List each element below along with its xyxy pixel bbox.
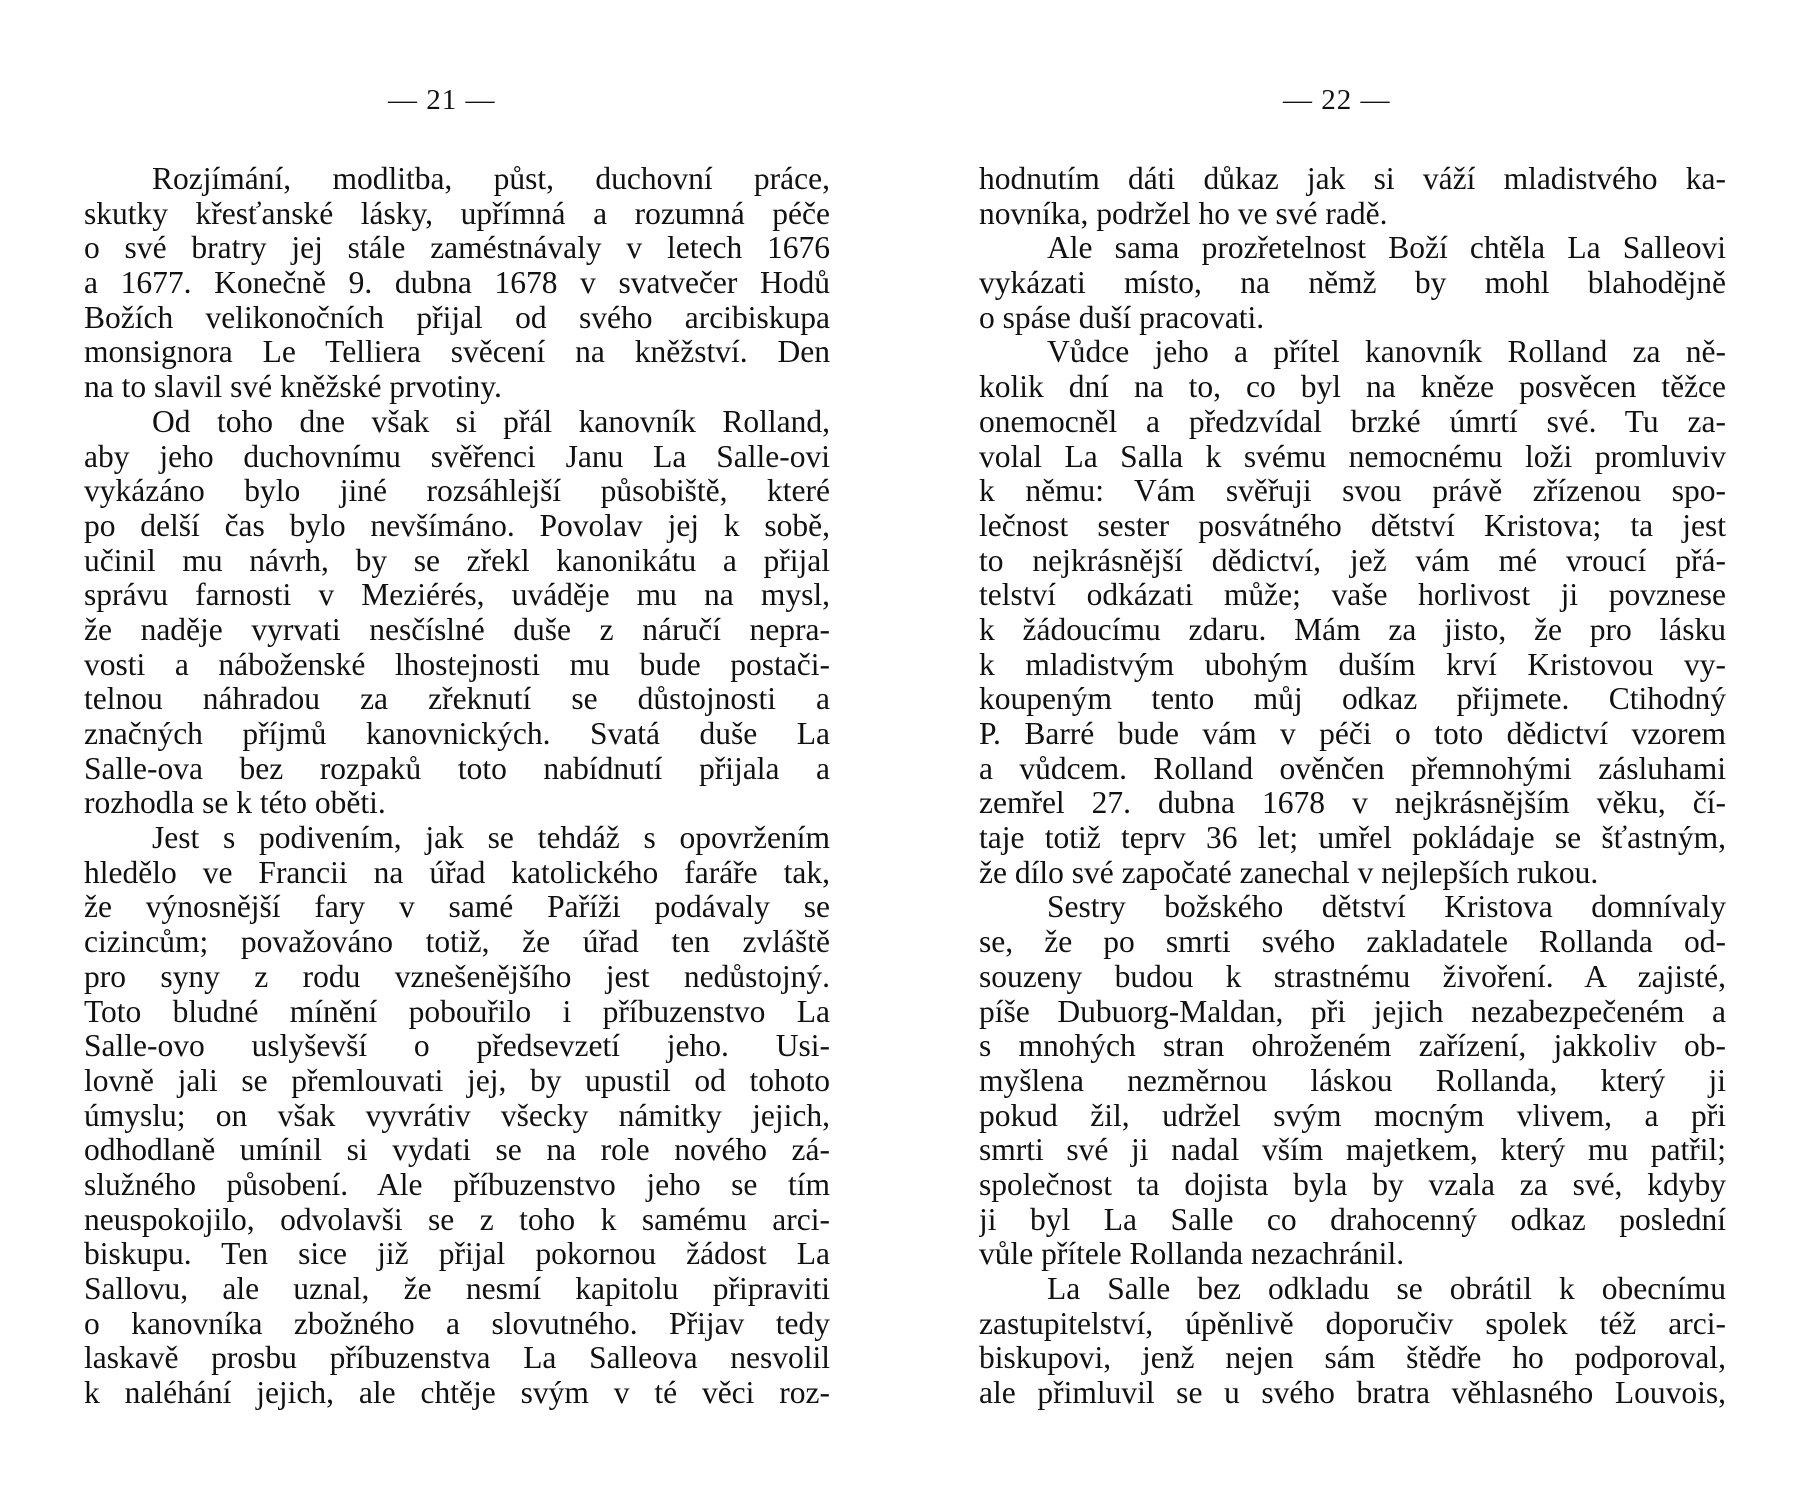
text-line: smrti své ji nadal vším majetkem, který mu patřil; bbox=[979, 1133, 1726, 1168]
text-line: značných příjmů kanovnických. Svatá duše La bbox=[84, 717, 830, 751]
text-line: s mnohých stran ohroženém zařízení, jakkoliv ob- bbox=[979, 1029, 1726, 1064]
text-line: odhodlaně umínil si vydati se na role nového zá- bbox=[84, 1133, 830, 1168]
text-line: lovně jali se přemlouvati jej, by upustil od tohoto bbox=[84, 1063, 830, 1098]
text-line: a 1677. Konečně 9. dubna 1678 v svatvečer Hodů bbox=[84, 266, 830, 301]
text-line: se, že po smrti svého zakladatele Rollanda od- bbox=[979, 925, 1726, 960]
text-line: k žádoucímu zdaru. Mám za jisto, že pro lásku bbox=[979, 612, 1726, 647]
text-line: skutky křesťanské lásky, upřímná a rozumná péče bbox=[84, 196, 830, 231]
text-line: Ale sama prozřetelnost Boží chtěla La Salleovi bbox=[1047, 231, 1726, 266]
text-line: to nejkrásnější dědictví, jež vám mé vroucí přá- bbox=[979, 543, 1726, 578]
text-line: aby jeho duchovnímu svěřenci Janu La Salle-ovi bbox=[84, 439, 830, 474]
text-line: telnou náhradou za zřeknutí se důstojnosti a bbox=[84, 682, 830, 717]
text-line: lečnost sester posvátného dětství Kristova; ta jest bbox=[979, 508, 1726, 543]
text-line: zemřel 27. dubna 1678 v nejkrásnějším věku, čí- bbox=[979, 786, 1726, 821]
text-line: a vůdcem. Rolland ověnčen přemnohými zásluhami bbox=[979, 751, 1726, 786]
right-page-text bbox=[979, 162, 1726, 1411]
text-line: o spáse duší pracovati. bbox=[979, 300, 1265, 335]
text-line: Sallovu, ale uznal, že nesmí kapitolu připraviti bbox=[84, 1272, 830, 1306]
text-line: souzeny budou k strastnému živoření. A zajisté, bbox=[979, 959, 1726, 994]
text-line: vykázáno bylo jiné rozsáhlejší působiště, které bbox=[84, 474, 830, 509]
text-line: učinil mu návrh, by se zřekl kanonikátu a přijal bbox=[84, 543, 830, 578]
text-line: Salle-ovo uslyševší o předsevzetí jeho. Usi- bbox=[84, 1029, 830, 1064]
text-line: telství odkázati může; vaše horlivost ji povznese bbox=[979, 578, 1726, 613]
text-line: hledělo ve Francii na úřad katolického faráře tak, bbox=[84, 855, 830, 890]
text-line: že dílo své započaté zanechal v nejlepších rukou. bbox=[979, 855, 1599, 890]
left-page-number: — 21 — bbox=[388, 84, 496, 116]
text-line: pro syny z rodu vznešenějšího jest nedůstojný. bbox=[84, 959, 830, 994]
text-line: k němu: Vám svěřuji svou právě zřízenou spo- bbox=[979, 474, 1726, 509]
text-line: vykázati místo, na němž by mohl blahodějně bbox=[979, 266, 1726, 301]
text-line: monsignora Le Telliera svěcení na kněžství. Den bbox=[84, 335, 830, 370]
text-line: že naděje vyrvati nesčíslné duše z náručí nepra- bbox=[84, 612, 830, 647]
text-line: koupeným tento můj odkaz přijmete. Ctihodný bbox=[979, 682, 1726, 717]
text-line: společnost ta dojista byla by vzala za své, kdyby bbox=[979, 1167, 1726, 1202]
text-line: Vůdce jeho a přítel kanovník Rolland za ně- bbox=[1047, 335, 1726, 370]
text-line: rozhodla se k této oběti. bbox=[84, 786, 386, 821]
text-line: vosti a náboženské lhostejnosti mu bude postači- bbox=[84, 647, 830, 682]
text-line: myšlena nezměrnou láskou Rollanda, který ji bbox=[979, 1063, 1726, 1098]
text-line: biskupovi, jenž nejen sám štědře ho podporoval, bbox=[979, 1341, 1726, 1376]
text-line: vůle přítele Rollanda nezachránil. bbox=[979, 1237, 1405, 1272]
text-line: laskavě prosbu příbuzenstva La Salleova nesvolil bbox=[84, 1341, 830, 1376]
text-line: La Salle bez odkladu se obrátil k obecnímu bbox=[1047, 1272, 1726, 1306]
text-line: úmyslu; on však vyvrátiv všecky námitky jejich, bbox=[84, 1098, 830, 1133]
text-line: o kanovníka zbožného a slovutného. Přijav tedy bbox=[84, 1306, 830, 1341]
text-line: služného působení. Ale příbuzenstvo jeho se tím bbox=[84, 1167, 830, 1202]
text-line: novníka, podržel ho ve své radě. bbox=[979, 196, 1388, 231]
text-line: píše Dubuorg-Maldan, při jejich nezabezpečeném a bbox=[979, 994, 1726, 1029]
right-page-number: — 22 — bbox=[1283, 84, 1391, 116]
text-line: na to slavil své kněžské prvotiny. bbox=[84, 370, 502, 405]
text-line: cizincům; považováno totiž, že úřad ten zvláště bbox=[84, 925, 830, 960]
text-line: k mladistvým ubohým duším krví Kristovou vy- bbox=[979, 647, 1726, 682]
text-line: biskupu. Ten sice již přijal pokornou žádost La bbox=[84, 1237, 830, 1272]
text-line: taje totiž teprv 36 let; umřel pokládaje se šťastným, bbox=[979, 821, 1726, 856]
text-line: Toto bludné mínění pobouřilo i příbuzenstvo La bbox=[84, 994, 830, 1029]
text-line: Rozjímání, modlitba, půst, duchovní práce, bbox=[152, 162, 830, 196]
text-line: P. Barré bude vám v péči o toto dědictví vzorem bbox=[979, 717, 1726, 751]
text-line: k naléhání jejich, ale chtěje svým v té věci roz- bbox=[84, 1376, 830, 1411]
text-line: Salle-ova bez rozpaků toto nabídnutí přijala a bbox=[84, 751, 830, 786]
text-line: onemocněl a předzvídal brzké úmrtí své. Tu za- bbox=[979, 404, 1726, 439]
text-line: Od toho dne však si přál kanovník Rolland, bbox=[152, 404, 830, 439]
text-line: po delší čas bylo nevšímáno. Povolav jej k sobě, bbox=[84, 508, 830, 543]
text-line: že výnosnější fary v samé Paříži podávaly se bbox=[84, 890, 830, 925]
right-page bbox=[899, 0, 1798, 1500]
text-line: správu farnosti v Meziérés, uváděje mu na mysl, bbox=[84, 578, 830, 613]
left-page-text bbox=[84, 162, 830, 1411]
text-line: ale přimluvil se u svého bratra věhlasného Louvois, bbox=[979, 1376, 1726, 1411]
text-line: Sestry božského dětství Kristova domnívaly bbox=[1047, 890, 1726, 925]
text-line: Jest s podivením, jak se tehdáž s opovržením bbox=[152, 821, 830, 856]
text-line: neuspokojilo, odvolavši se z toho k samému arci- bbox=[84, 1202, 830, 1237]
text-line: kolik dní na to, co byl na kněze posvěcen těžce bbox=[979, 370, 1726, 405]
text-line: hodnutím dáti důkaz jak si váží mladistvého ka- bbox=[979, 162, 1726, 196]
text-line: o své bratry jej stále zaméstnávaly v letech 1676 bbox=[84, 231, 830, 266]
text-line: Božích velikonočních přijal od svého arcibiskupa bbox=[84, 300, 830, 335]
text-line: ji byl La Salle co drahocenný odkaz poslední bbox=[979, 1202, 1726, 1237]
text-line: zastupitelství, úpěnlivě doporučiv spolek též arci- bbox=[979, 1306, 1726, 1341]
text-line: pokud žil, udržel svým mocným vlivem, a při bbox=[979, 1098, 1726, 1133]
text-line: volal La Salla k svému nemocnému loži promluviv bbox=[979, 439, 1726, 474]
